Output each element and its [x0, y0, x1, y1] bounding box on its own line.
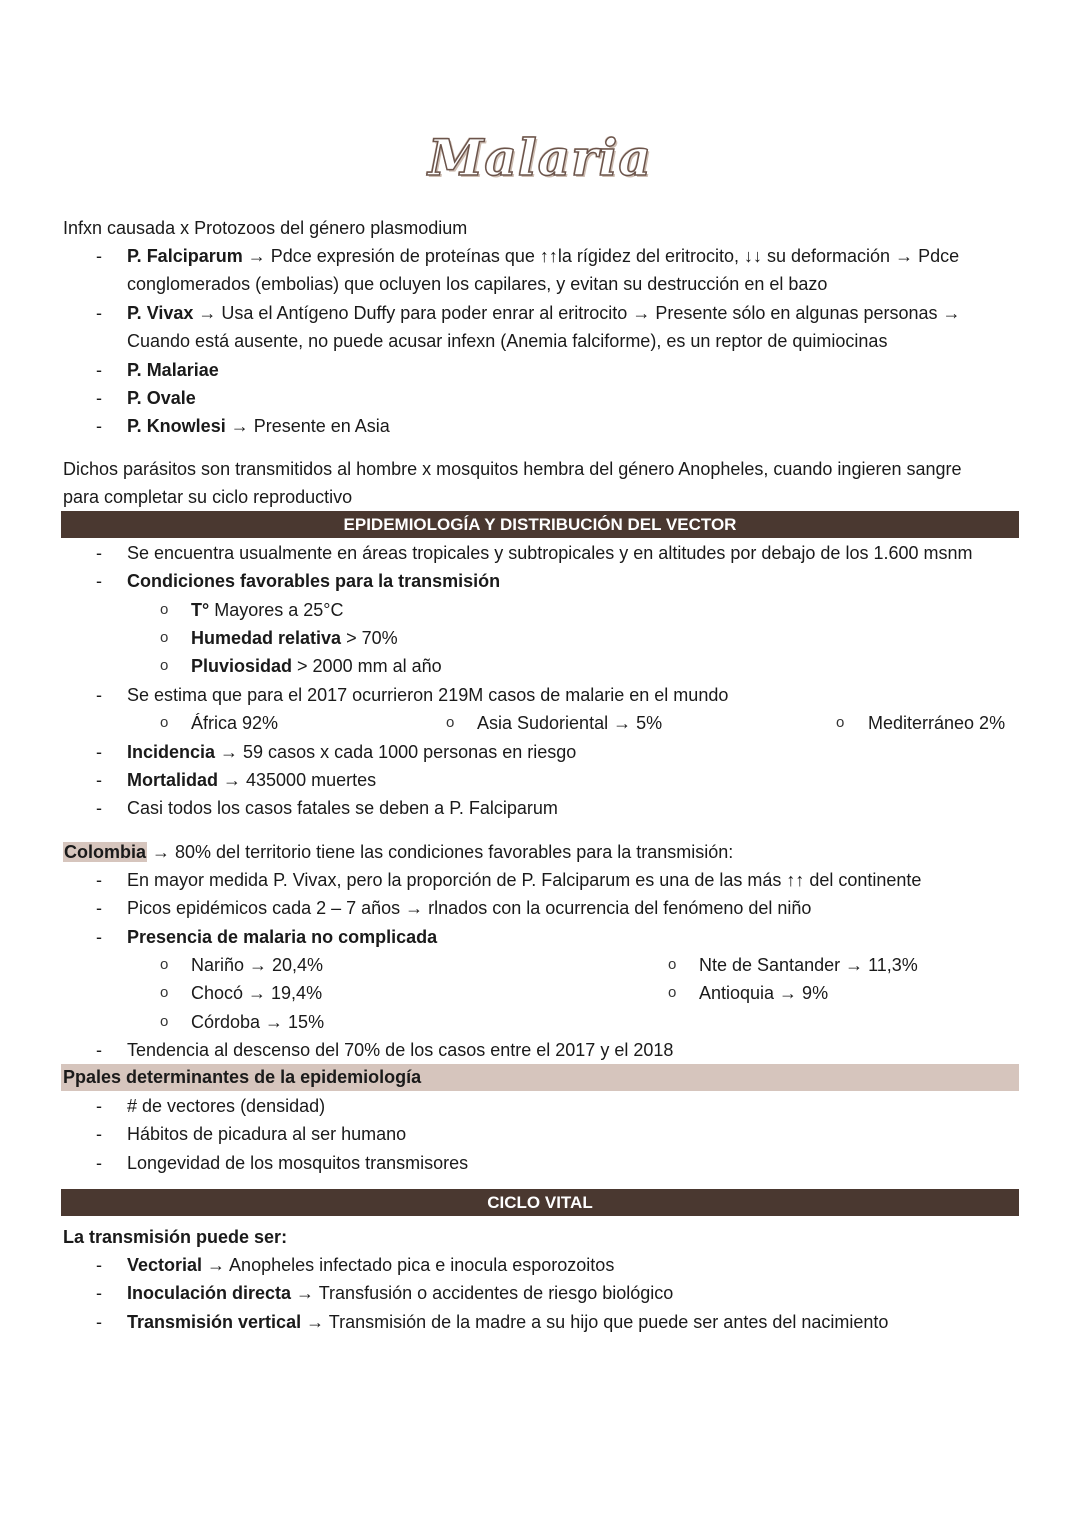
- list-dash: -: [96, 303, 102, 323]
- section-header-epidemiology: EPIDEMIOLOGÍA Y DISTRIBUCIÓN DEL VECTOR: [61, 511, 1019, 538]
- list-item: [127, 412, 1019, 440]
- circle-bullet: o: [160, 956, 169, 973]
- region-item: Asia Sudoriental → 5%: [477, 713, 663, 733]
- list-item: Se estima que para el 2017 ocurrieron 219M casos de malarie en el mundo: [127, 685, 729, 705]
- mortality-text: → 435000 muertes: [218, 770, 377, 790]
- sub-item: [191, 596, 343, 624]
- list-dash: -: [96, 388, 102, 408]
- circle-bullet: o: [160, 601, 169, 618]
- list-dash: -: [96, 798, 102, 818]
- paragraph-line: para completar su ciclo reproductivo: [63, 487, 353, 507]
- list-dash: -: [96, 898, 102, 918]
- circle-bullet: o: [446, 714, 455, 731]
- species-name: P. Ovale: [127, 388, 196, 408]
- species-name: P. Vivax: [127, 303, 194, 323]
- list-dash: -: [96, 1096, 102, 1116]
- circle-bullet: o: [160, 629, 169, 646]
- circle-bullet: o: [836, 714, 845, 731]
- department-item: Córdoba → 15%: [191, 1012, 325, 1032]
- list-item: [127, 1251, 1019, 1279]
- list-dash: -: [96, 927, 102, 947]
- list-item: Se encuentra usualmente en áreas tropicales y subtropicales y en altitudes por debajo de los 1.600 msnm: [127, 543, 973, 563]
- list-item: Casi todos los casos fatales se deben a P. Falciparum: [127, 798, 558, 818]
- cycle-item-text: → Anopheles infectado pica e inocula esporozoitos: [202, 1255, 615, 1275]
- list-dash: -: [96, 571, 102, 591]
- species-text: → Presente en Asia: [230, 416, 390, 436]
- sub-item-text: > 2000 mm al año: [292, 656, 442, 676]
- intro-text: Infxn causada x Protozoos del género plasmodium: [63, 218, 468, 238]
- section-header-determinants: [61, 1064, 1019, 1091]
- cycle-intro: [63, 1223, 1019, 1251]
- circle-bullet: o: [160, 714, 169, 731]
- list-dash: -: [96, 1124, 102, 1144]
- list-item-continued: Cuando está ausente, no puede acusar infexn (Anemia falciforme), es un reptor de quimiocinas: [127, 331, 888, 351]
- list-dash: -: [96, 360, 102, 380]
- list-dash: -: [96, 1312, 102, 1332]
- department-item: Antioquia → 9%: [699, 983, 829, 1003]
- department-item: Nte de Santander → 11,3%: [699, 955, 918, 975]
- list-dash: -: [96, 770, 102, 790]
- section-header-cycle: CICLO VITAL: [61, 1189, 1019, 1216]
- department-item: Nariño → 20,4%: [191, 955, 324, 975]
- list-item: Tendencia al descenso del 70% de los casos entre el 2017 y el 2018: [127, 1040, 674, 1060]
- list-item-continued: conglomerados (embolias) que ocluyen los capilares, y evitan su destrucción en el bazo: [127, 274, 828, 294]
- list-item: [127, 1279, 1019, 1307]
- list-dash: -: [96, 742, 102, 762]
- sub-item: [191, 624, 398, 652]
- circle-bullet: o: [668, 956, 677, 973]
- list-item: [127, 356, 1019, 384]
- list-dash: -: [96, 1255, 102, 1275]
- list-item: [127, 242, 1019, 270]
- species-name: P. Malariae: [127, 360, 219, 380]
- region-item: Mediterráneo 2%: [868, 713, 1006, 733]
- sub-item: [191, 652, 442, 680]
- list-item: [127, 766, 1019, 794]
- circle-bullet: o: [160, 984, 169, 1001]
- list-dash: -: [96, 246, 102, 266]
- colombia-line: [63, 838, 1019, 866]
- determinants-title: Ppales determinantes de la epidemiología: [63, 1067, 422, 1087]
- list-item: Picos epidémicos cada 2 – 7 años → rlnados con la ocurrencia del fenómeno del niño: [127, 898, 812, 918]
- sub-item-label: T°: [191, 600, 210, 620]
- colombia-text: → 80% del territorio tiene las condiciones favorables para la transmisión:: [147, 842, 734, 862]
- sub-item-label: Pluviosidad: [191, 656, 293, 676]
- list-dash: -: [96, 870, 102, 890]
- list-item: [127, 923, 1019, 951]
- circle-bullet: o: [160, 657, 169, 674]
- species-name: P. Knowlesi: [127, 416, 226, 436]
- paragraph-line: Dichos parásitos son transmitidos al hombre x mosquitos hembra del género Anopheles, cuando ingieren sangre: [63, 459, 962, 479]
- page-title: Malaria: [428, 128, 652, 187]
- list-dash: -: [96, 1040, 102, 1060]
- cycle-item-label: Vectorial: [127, 1255, 203, 1275]
- region-item: África 92%: [191, 713, 279, 733]
- incidence-text: → 59 casos x cada 1000 personas en riesgo: [215, 742, 577, 762]
- cycle-item-label: Inoculación directa: [127, 1283, 292, 1303]
- sub-item-text: Mayores a 25°C: [209, 600, 344, 620]
- department-item: Chocó → 19,4%: [191, 983, 323, 1003]
- list-dash: -: [96, 685, 102, 705]
- incidence-label: Incidencia: [127, 742, 216, 762]
- cycle-item-text: → Transmisión de la madre a su hijo que puede ser antes del nacimiento: [301, 1312, 889, 1332]
- list-dash: -: [96, 416, 102, 436]
- list-dash: -: [96, 1283, 102, 1303]
- conditions-title: Condiciones favorables para la transmisión: [127, 571, 501, 591]
- list-item: # de vectores (densidad): [127, 1096, 326, 1116]
- species-text: → Pdce expresión de proteínas que ↑↑la rígidez del eritrocito, ↓↓ su deformación → Pdce: [247, 246, 960, 266]
- circle-bullet: o: [668, 984, 677, 1001]
- uncomplicated-title: Presencia de malaria no complicada: [127, 927, 438, 947]
- circle-bullet: o: [160, 1013, 169, 1030]
- list-item: [127, 299, 1019, 327]
- list-item: Hábitos de picadura al ser humano: [127, 1124, 407, 1144]
- colombia-highlight: Colombia: [64, 842, 147, 862]
- species-text: → Usa el Antígeno Duffy para poder enrar al eritrocito → Presente sólo en algunas personas →: [198, 303, 961, 323]
- sub-item-text: > 70%: [341, 628, 398, 648]
- cycle-intro-text: La transmisión puede ser:: [63, 1227, 288, 1247]
- list-item: [127, 567, 1019, 595]
- list-item: Longevidad de los mosquitos transmisores: [127, 1153, 469, 1173]
- list-item: [127, 738, 1019, 766]
- list-item: [127, 1308, 1019, 1336]
- cycle-item-text: → Transfusión o accidentes de riesgo biológico: [291, 1283, 674, 1303]
- list-dash: -: [96, 1153, 102, 1173]
- cycle-item-label: Transmisión vertical: [127, 1312, 302, 1332]
- species-name: P. Falciparum: [127, 246, 243, 266]
- mortality-label: Mortalidad: [127, 770, 219, 790]
- list-dash: -: [96, 543, 102, 563]
- sub-item-label: Humedad relativa: [191, 628, 342, 648]
- list-item: [127, 384, 1019, 412]
- list-item: En mayor medida P. Vivax, pero la proporción de P. Falciparum es una de las más ↑↑ del continente: [127, 870, 922, 890]
